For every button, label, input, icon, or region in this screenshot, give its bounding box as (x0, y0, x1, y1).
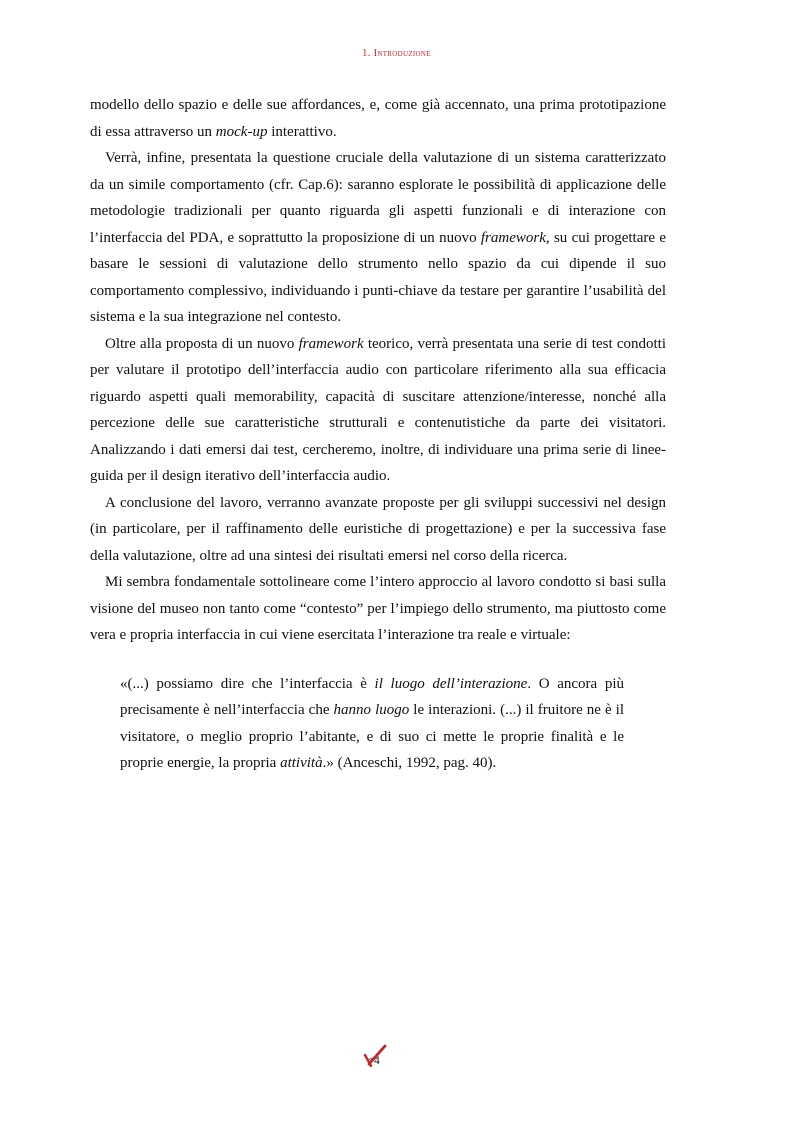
quote-segment-italic: il luogo dell’interazione (374, 675, 528, 692)
quote-segment-italic: attività (280, 755, 323, 771)
text-segment: teorico, verrà presentata una serie di test condotti per valutare il prototipo dell’interfaccia audio con particolare riferimento alla sua efficacia riguardo aspetti quali memorability, capacità di suscitare attenzione/interesse, nonché alla percezione delle sue caratteristiche strutturali e contenutistiche da parte dei visitatori. Analizzando i dati emersi dai test, cercheremo, inoltre, di individuare una prima serie di linee-guida per il design iterativo dell’interfaccia audio. (90, 335, 666, 484)
block-quote (120, 671, 624, 777)
quote-segment: . O ancora più precisamente è nell’interfaccia che (120, 675, 624, 718)
text-segment: Oltre alla proposta di un nuovo (105, 335, 299, 352)
body-text (90, 92, 666, 777)
page-number: 4 (374, 1055, 380, 1067)
text-segment-italic: framework (298, 335, 364, 352)
quote-segment: «(...) possiamo dire che l’interfaccia è (120, 675, 375, 692)
quote-segment: .» (Anceschi, 1992, pag. 40). (322, 755, 497, 771)
text-segment: , su cui progettare e basare le sessioni di valutazione dello strumento nello spazio da cui dipende il suo comportamento complessivo, individuando i punti-chiave da testare per garantire l’usabilità del sistema e la sua integrazione nel contesto. (90, 229, 666, 325)
page-footer (362, 1043, 402, 1073)
text-segment-italic: framework (480, 229, 546, 246)
text-segment: modello dello spazio e delle sue affordances, e, come già accennato, una prima prototipazione di essa attraverso un (90, 97, 666, 140)
running-header: 1. Introduzione (362, 48, 431, 59)
paragraph-5 (90, 569, 666, 649)
text-segment: A conclusione del lavoro, verranno avanzate proposte per gli sviluppi successivi nel design (in particolare, per il raffinamento delle euristiche di progettazione) e per la successiva fase della valutazione, oltre ad una sintesi dei risultati emersi nel corso della ricerca. (90, 494, 666, 564)
paragraph-1 (90, 92, 666, 145)
paragraph-3 (90, 331, 666, 490)
text-segment-italic: mock-up (215, 123, 268, 140)
text-segment: interattivo. (267, 123, 337, 140)
paragraph-2 (90, 145, 666, 331)
text-segment: Mi sembra fondamentale sottolineare come l’intero approccio al lavoro condotto si basi sulla visione del museo non tanto come “contesto” per l’impiego dello strumento, ma piuttosto come vera e propria interfaccia in cui viene esercitata l’interazione tra reale e virtuale: (90, 574, 666, 643)
paragraph-4 (90, 490, 666, 570)
quote-segment-italic: hanno luogo (333, 702, 410, 718)
quote-segment: le interazioni. (...) il fruitore ne è il visitatore, o meglio proprio l’abitante, e di suo ci mette le proprie finalità e le proprie energie, la propria (120, 702, 624, 771)
text-segment: Verrà, infine, presentata la questione cruciale della valutazione di un sistema caratterizzato da un simile comportamento (cfr. Cap.6): saranno esplorate le possibilità di applicazione delle metodologie tradizionali per quanto riguarda gli aspetti funzionali e di interazione con l’interfaccia del PDA, e soprattutto la proposizione di un nuovo (90, 150, 666, 246)
